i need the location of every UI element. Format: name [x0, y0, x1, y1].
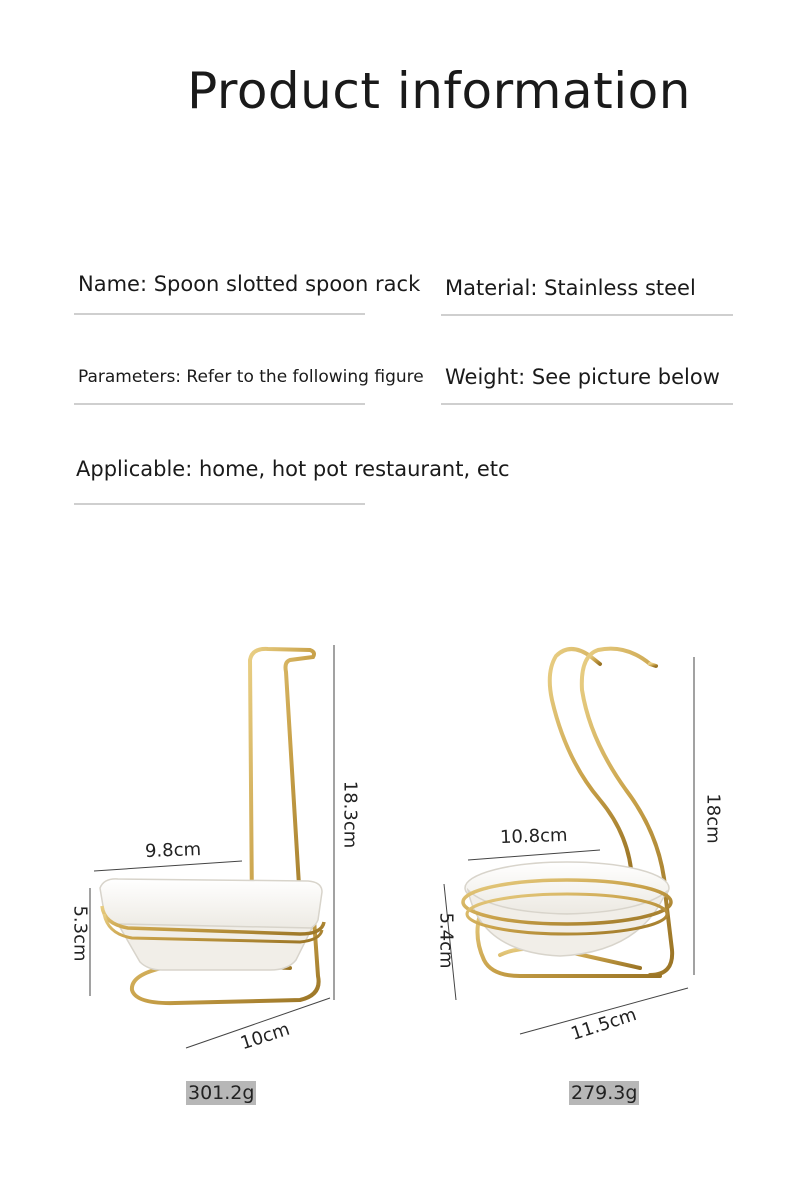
dim-depth: 10cm — [237, 1018, 293, 1055]
dim-bowl-height: 5.4cm — [435, 912, 457, 969]
dim-width: 10.8cm — [499, 824, 568, 849]
info-material: Material: Stainless steel — [445, 276, 696, 300]
weight-label-square: 301.2g — [188, 1082, 255, 1104]
dim-width: 9.8cm — [144, 839, 202, 862]
dim-bowl-height: 5.3cm — [69, 905, 91, 962]
page-title: Product information — [187, 62, 691, 120]
round-bowl — [463, 862, 671, 956]
weight-label-swan: 279.3g — [571, 1082, 638, 1104]
info-applicable: Applicable: home, hot pot restaurant, etc — [76, 457, 510, 481]
square-bowl — [100, 879, 324, 970]
dim-total-height: 18cm — [702, 793, 724, 844]
info-parameters: Parameters: Refer to the following figure — [78, 367, 424, 387]
dim-depth: 11.5cm — [568, 1004, 640, 1045]
info-name: Name: Spoon slotted spoon rack — [78, 272, 421, 296]
dim-total-height: 18.3cm — [339, 780, 361, 849]
info-weight: Weight: See picture below — [445, 365, 720, 389]
